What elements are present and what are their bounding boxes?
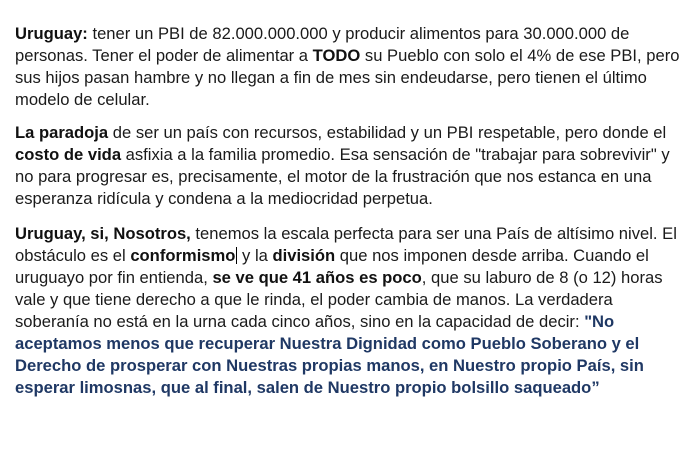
paragraph-1-lead: Uruguay: [15,24,88,43]
paragraph-3-bold-1: conformismo [130,246,236,265]
paragraph-1 [15,23,685,111]
paragraph-1-bold-1: TODO [312,46,361,65]
closing-quote: "No aceptamos menos que recuperar Nuestra Dignidad como Pueblo Soberano y el Derecho de prosperar con Nuestras propias manos, en Nuestro propio País, sin esperar limosnas, que al final, salen de Nuestro propio bolsillo saqueado” [15,312,644,397]
paragraph-3-text-1: tenemos la escala perfecta para ser una País de altísimo nivel. El obstáculo es el [15,224,677,265]
paragraph-3-lead: Uruguay, si, Nosotros, [15,224,191,243]
paragraph-3-bold-2: división [272,246,336,265]
paragraph-2-bold-1: costo de vida [15,145,122,164]
paragraph-3-text-3: que nos imponen desde arriba. Cuando el uruguayo por fin entienda, [15,246,649,287]
paragraph-1-text-2: su Pueblo con solo el 4% de ese PBI, pero sus hijos pasan hambre y no llegan a fin de mes sin endeudarse, pero tienen el último modelo de celular. [15,46,680,109]
paragraph-2 [15,122,685,210]
paragraph-3-text-2: y la [237,246,273,265]
paragraph-2-text-1: de ser un país con recursos, estabilidad y un PBI respetable, pero donde el [108,123,667,142]
paragraph-1-text-1: tener un PBI de 82.000.000.000 y producir alimentos para 30.000.000 de personas. Tener el poder de alimentar a [15,24,630,65]
document-body[interactable] [15,23,685,399]
paragraph-3-text-4: , que su laburo de 8 (o 12) horas vale y que tiene derecho a que le rinda, el poder cambia de manos. La verdadera soberanía no está en la urna cada cinco años, sino en la capacidad de decir: [15,268,663,331]
paragraph-3 [15,223,685,399]
paragraph-2-text-2: asfixia a la familia promedio. Esa sensación de "trabajar para sobrevivir" y no para progresar es, precisamente, el motor de la frustración que nos estanca en una esperanza ridícula y condena a la mediocridad perpetua. [15,145,670,208]
paragraph-3-bold-3: se ve que 41 años es poco [212,268,422,287]
paragraph-2-lead: La paradoja [15,123,109,142]
